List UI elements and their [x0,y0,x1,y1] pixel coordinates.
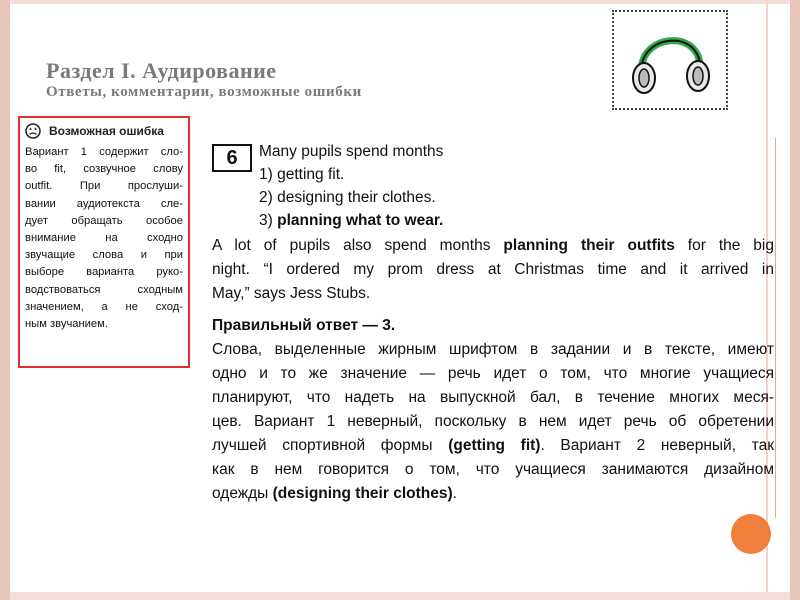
answer-block [212,314,774,506]
passage-line: May,” says Jess Stubs. [212,285,371,302]
answer-line: как в нем говорится о том, что учащиеся занимаются дизайном [212,461,774,478]
question-text [259,140,443,232]
answer-line: одно и то же значение — речь идет о том, что многие учащиеся [212,365,774,382]
error-text-line: водствоваться сходным [25,283,183,296]
error-text-line: Вариант 1 содержит сло- [25,146,183,158]
error-text-line: во fit, созвучное слову [25,163,183,176]
answer-line: Слова, выделенные жирным шрифтом в задании и в тексте, имеют [212,341,774,358]
question-stem: Many pupils spend months [259,143,444,160]
decor-vertical-line [775,138,776,518]
passage-line: night. “I ordered my prom dress at Christmas time and it arrived in [212,261,774,278]
frame-bottom [10,592,790,600]
answer-line: лучшей спортивной формы (getting fit). Вариант 2 неверный, так [212,437,774,454]
slide-title: Раздел I. Аудирование [46,58,277,83]
option-3: 3) planning what to wear. [259,212,444,229]
decor-orange-circle [731,514,771,554]
main-content [212,140,774,506]
error-box-heading: Возможная ошибка [25,123,183,139]
error-text-line: значением, а не сход- [25,300,183,313]
correct-answer-label: Правильный ответ — 3. [212,317,396,334]
error-text-line: внимание на сходно [25,232,183,245]
frame-top [10,0,790,4]
frame-right [790,0,800,600]
error-text-line: дует обращать особое [25,214,183,227]
sad-face-icon [25,123,41,139]
option-2: 2) designing their clothes. [259,189,436,206]
question-number: 6 [212,144,252,172]
answer-line: цев. Вариант 1 неверный, поскольку в нем идет речь об обретении [212,413,774,430]
passage [212,234,774,306]
option-1: 1) getting fit. [259,166,345,183]
error-text-line: звучащие слова и при [25,249,183,262]
error-text-line: вании аудиотекста сле- [25,197,183,210]
error-text-line: выборе варианта руко- [25,266,183,279]
possible-error-box [18,116,190,368]
headphones-icon [612,10,728,110]
error-text-line: ным звучанием. [25,318,108,331]
slide-subtitle: Ответы, комментарии, возможные ошибки [46,84,362,100]
frame-left [0,0,10,600]
error-text-line: outfit. При прослуши- [25,180,183,193]
question-block [212,140,774,232]
passage-line: A lot of pupils also spend months planning their outfits for the big [212,237,774,254]
answer-line: одежды (designing their clothes). [212,485,457,502]
answer-line: планируют, что надеть на выпускной бал, в течение многих меся- [212,389,774,406]
